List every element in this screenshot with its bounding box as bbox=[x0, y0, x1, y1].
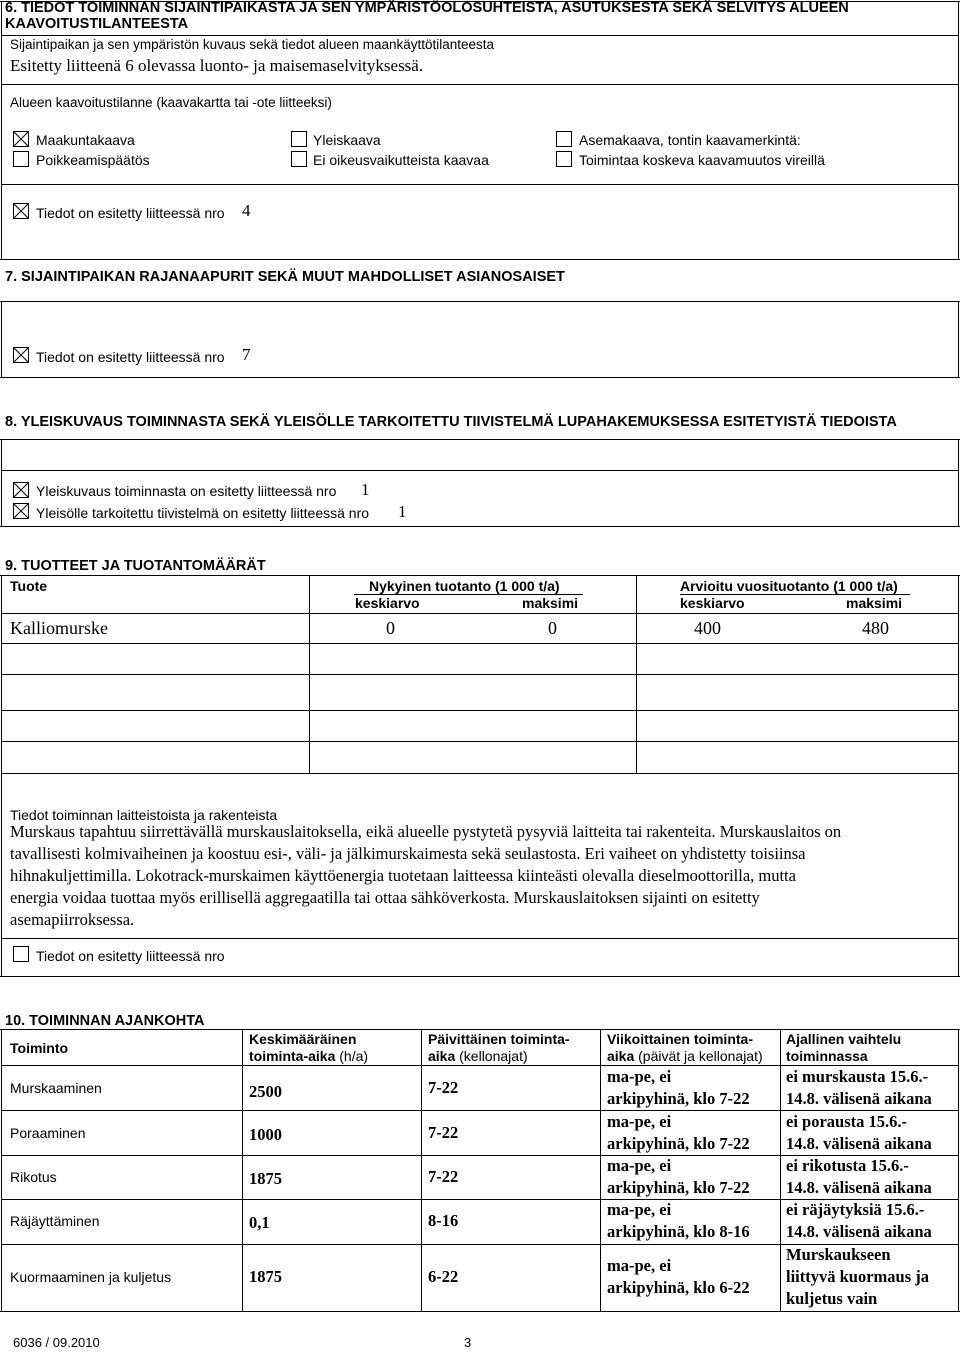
estimated-max-value[interactable]: 480 bbox=[862, 618, 889, 638]
activity-daily[interactable]: 8-16 bbox=[428, 1211, 459, 1230]
form-code: 6036 / 09.2010 bbox=[13, 1335, 100, 1350]
location-description-label: Sijaintipaikan ja sen ympäristön kuvaus sekä tiedot alueen maankäyttötilanteesta bbox=[10, 37, 495, 52]
col-daily-time-line2: aika (kellonajat) bbox=[428, 1048, 528, 1064]
activity-name: Murskaaminen bbox=[10, 1080, 102, 1096]
section7-attachment-label: Tiedot on esitetty liitteessä nro bbox=[36, 349, 225, 365]
checkbox-public-summary[interactable] bbox=[13, 503, 29, 519]
section7-attachment-number[interactable]: 7 bbox=[242, 345, 251, 364]
activity-hours[interactable]: 1000 bbox=[249, 1125, 282, 1144]
checkbox-general-description[interactable] bbox=[13, 482, 29, 498]
checkbox-yleiskaava[interactable] bbox=[291, 131, 307, 147]
activity-daily[interactable]: 6-22 bbox=[428, 1267, 459, 1286]
col-weekly-time-line1: Viikoittainen toiminta- bbox=[607, 1031, 753, 1047]
public-summary-number[interactable]: 1 bbox=[398, 502, 407, 521]
section10-heading: 10. TOIMINNAN AJANKOHTA bbox=[5, 1013, 205, 1029]
col-current-production: Nykyinen tuotanto (1 000 t/a) bbox=[369, 578, 560, 594]
checkbox-section7-attachment[interactable] bbox=[13, 347, 29, 363]
activity-variation-line2[interactable]: liittyvä kuormaus ja bbox=[786, 1267, 930, 1286]
activity-daily[interactable]: 7-22 bbox=[428, 1123, 459, 1142]
current-avg-header: keskiarvo bbox=[355, 595, 420, 611]
facilities-line-5[interactable]: asemapiirroksessa. bbox=[10, 910, 135, 929]
activity-variation-line1[interactable]: ei murskausta 15.6.- bbox=[786, 1067, 929, 1086]
facilities-line-1[interactable]: Murskaus tapahtuu siirrettävällä murskauslaitoksella, eikä alueelle pystytetä pysyviä laitteita tai rakenteita. Murskauslaitos on bbox=[10, 822, 842, 841]
activity-weekly-line2[interactable]: arkipyhinä, klo 7-22 bbox=[607, 1178, 750, 1197]
general-description-number[interactable]: 1 bbox=[361, 480, 370, 499]
col-avg-time-line1: Keskimääräinen bbox=[249, 1031, 357, 1047]
estimated-max-header: maksimi bbox=[846, 595, 903, 611]
facilities-line-2[interactable]: tavallisesti kolmivaiheinen ja koostuu esi-, väli- ja jälkimurskaimesta sekä seulastosta. Eri vaiheet on yhdistetty toisiinsa bbox=[10, 844, 806, 863]
activity-name: Rikotus bbox=[10, 1169, 57, 1185]
activity-variation-line2[interactable]: 14.8. välisenä aikana bbox=[786, 1134, 932, 1153]
activity-variation-line3[interactable]: kuljetus vain bbox=[786, 1289, 878, 1308]
col-weekly-time-line2: aika (päivät ja kellonajat) bbox=[607, 1048, 763, 1064]
activity-hours[interactable]: 2500 bbox=[249, 1082, 282, 1101]
activity-name: Räjäyttäminen bbox=[10, 1213, 100, 1229]
current-max-header: maksimi bbox=[522, 595, 579, 611]
activity-daily[interactable]: 7-22 bbox=[428, 1167, 459, 1186]
activity-variation-line2[interactable]: 14.8. välisenä aikana bbox=[786, 1222, 932, 1241]
checkbox-section9-attachment[interactable] bbox=[13, 946, 29, 962]
activity-hours[interactable]: 0,1 bbox=[249, 1213, 270, 1232]
col-activity: Toiminto bbox=[10, 1040, 69, 1056]
activity-variation-line2[interactable]: 14.8. välisenä aikana bbox=[786, 1178, 932, 1197]
activity-weekly-line2[interactable]: arkipyhinä, klo 7-22 bbox=[607, 1134, 750, 1153]
activity-variation-line1[interactable]: ei porausta 15.6.- bbox=[786, 1112, 907, 1131]
activity-weekly-line1[interactable]: ma-pe, ei bbox=[607, 1200, 672, 1219]
section6-attachment-label: Tiedot on esitetty liitteessä nro bbox=[36, 205, 225, 221]
col-estimated-production: Arvioitu vuosituotanto (1 000 t/a) bbox=[680, 578, 898, 594]
facilities-label: Tiedot toiminnan laitteistoista ja rakenteista bbox=[10, 807, 278, 823]
activity-hours[interactable]: 1875 bbox=[249, 1169, 282, 1188]
activity-weekly-line2[interactable]: arkipyhinä, klo 6-22 bbox=[607, 1278, 750, 1297]
activity-hours[interactable]: 1875 bbox=[249, 1267, 282, 1286]
estimated-avg-value[interactable]: 400 bbox=[694, 618, 721, 638]
section9-attachment-label: Tiedot on esitetty liitteessä nro bbox=[36, 948, 225, 964]
checkbox-kaavamuutos-label: Toimintaa koskeva kaavamuutos vireillä bbox=[579, 152, 825, 168]
page-number: 3 bbox=[464, 1335, 472, 1350]
checkbox-ei-oikeusvaikutteista-label: Ei oikeusvaikutteista kaavaa bbox=[313, 152, 489, 168]
checkbox-poikkeamispaatos-label: Poikkeamispäätös bbox=[36, 152, 150, 168]
col-product: Tuote bbox=[10, 578, 48, 594]
activity-weekly-line1[interactable]: ma-pe, ei bbox=[607, 1256, 672, 1275]
col-avg-time-line2: toiminta-aika (h/a) bbox=[249, 1048, 369, 1064]
checkbox-yleiskaava-label: Yleiskaava bbox=[313, 132, 381, 148]
activity-name: Kuormaaminen ja kuljetus bbox=[10, 1269, 172, 1285]
public-summary-label: Yleisölle tarkoitettu tiivistelmä on esitetty liitteessä nro bbox=[36, 505, 370, 521]
section7-heading: 7. SIJAINTIPAIKAN RAJANAAPURIT SEKÄ MUUT MAHDOLLISET ASIANOSAISET bbox=[5, 269, 565, 285]
section8-heading: 8. YLEISKUVAUS TOIMINNASTA SEKÄ YLEISÖLLE TARKOITETTU TIIVISTELMÄ LUPAHAKEMUKSESSA ESITETYISTÄ TIEDOISTA bbox=[5, 414, 897, 430]
activity-variation-line2[interactable]: 14.8. välisenä aikana bbox=[786, 1089, 932, 1108]
activity-variation-line1[interactable]: ei rikotusta 15.6.- bbox=[786, 1156, 909, 1175]
facilities-line-4[interactable]: energia voidaa tuottaa myös erillisellä aggregaatilla tai ottaa sähköverkosta. Murskauslaitoksen sijainti on esitetty bbox=[10, 888, 760, 907]
activity-weekly-line1[interactable]: ma-pe, ei bbox=[607, 1156, 672, 1175]
product-name[interactable]: Kalliomurske bbox=[10, 618, 108, 638]
general-description-label: Yleiskuvaus toiminnasta on esitetty liitteessä nro bbox=[36, 483, 337, 499]
checkbox-poikkeamispaatos[interactable] bbox=[13, 151, 29, 167]
activity-name: Poraaminen bbox=[10, 1125, 86, 1141]
current-avg-value[interactable]: 0 bbox=[386, 618, 395, 638]
section6-attachment-number[interactable]: 4 bbox=[242, 201, 251, 220]
facilities-line-3[interactable]: hihnakuljettimilla. Lokotrack-murskaimen käyttöenergia tuotetaan laitteessa kiinteästi olevalla dieselmoottorilla, mutta bbox=[10, 866, 796, 885]
col-variation-line1: Ajallinen vaihtelu bbox=[786, 1031, 902, 1047]
checkbox-maakuntakaava-label: Maakuntakaava bbox=[36, 132, 135, 148]
activity-weekly-line1[interactable]: ma-pe, ei bbox=[607, 1112, 672, 1131]
col-variation-line2: toiminnassa bbox=[786, 1048, 868, 1064]
estimated-avg-header: keskiarvo bbox=[680, 595, 745, 611]
activity-weekly-line2[interactable]: arkipyhinä, klo 7-22 bbox=[607, 1089, 750, 1108]
checkbox-maakuntakaava[interactable] bbox=[13, 131, 29, 147]
checkbox-asemakaava-label: Asemakaava, tontin kaavamerkintä: bbox=[579, 132, 801, 148]
col-daily-time-line1: Päivittäinen toiminta- bbox=[428, 1031, 570, 1047]
activity-weekly-line2[interactable]: arkipyhinä, klo 8-16 bbox=[607, 1222, 750, 1241]
zoning-label: Alueen kaavoitustilanne (kaavakartta tai -ote liitteeksi) bbox=[10, 95, 332, 110]
section6-heading-line1: 6. TIEDOT TOIMINNAN SIJAINTIPAIKASTA JA SEN YMPÄRISTÖOLOSUHTEISTA, ASUTUKSESTA SEKÄ SELVITYS ALUEEN bbox=[5, 0, 849, 16]
current-max-value[interactable]: 0 bbox=[548, 618, 557, 638]
activity-variation-line1[interactable]: Murskaukseen bbox=[786, 1245, 891, 1264]
activity-daily[interactable]: 7-22 bbox=[428, 1078, 459, 1097]
activity-variation-line1[interactable]: ei räjäytyksiä 15.6.- bbox=[786, 1200, 925, 1219]
checkbox-ei-oikeusvaikutteista[interactable] bbox=[291, 151, 307, 167]
checkbox-section6-attachment[interactable] bbox=[13, 203, 29, 219]
section6-heading-line2: KAAVOITUSTILANTEESTA bbox=[5, 16, 189, 32]
checkbox-kaavamuutos[interactable] bbox=[556, 151, 572, 167]
location-description-text[interactable]: Esitetty liitteenä 6 olevassa luonto- ja maisemaselvityksessä. bbox=[10, 56, 424, 75]
activity-weekly-line1[interactable]: ma-pe, ei bbox=[607, 1067, 672, 1086]
checkbox-asemakaava[interactable] bbox=[556, 131, 572, 147]
section9-heading: 9. TUOTTEET JA TUOTANTOMÄÄRÄT bbox=[5, 558, 266, 574]
